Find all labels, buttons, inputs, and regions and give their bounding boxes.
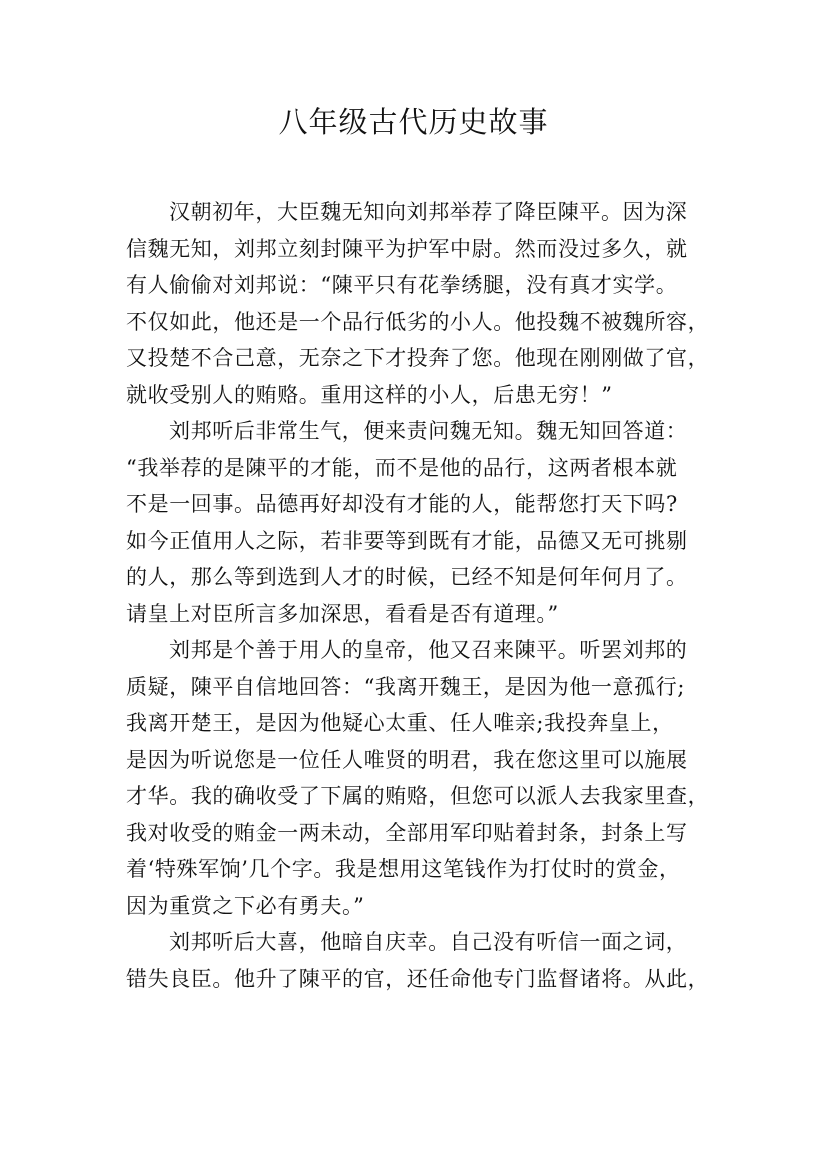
text-line: 的人，那么等到选到人才的时候，已经不知是何年何月了。 — [126, 565, 688, 589]
document-body — [126, 194, 716, 997]
text-line: 才华。我的确收受了下属的贿赂，但您可以派人去我家里查， — [126, 784, 710, 808]
text-line: 又投楚不合己意，无奈之下才投奔了您。他现在刚刚做了官， — [126, 346, 710, 370]
paragraph-first-line: 汉朝初年，大臣魏无知向刘邦举荐了降臣陳平。因为深 — [169, 200, 688, 224]
document-title: 八年级古代历史故事 — [278, 105, 549, 139]
text-line: 不仅如此，他还是一个品行低劣的小人。他投魏不被魏所容， — [126, 309, 710, 334]
text-line: 不是一回事。品德再好却没有才能的人，能帮您打天下吗? — [126, 492, 678, 516]
paragraph-first-line: 刘邦听后大喜，他暗自庆幸。自己没有听信一面之词， — [169, 930, 688, 954]
text-line: 有人偷偷对刘邦说：“陳平只有花拳绣腿，没有真才实学。 — [126, 273, 678, 297]
text-line: 我离开楚王，是因为他疑心太重、任人唯亲;我投奔皇上， — [126, 711, 674, 735]
text-line: 质疑，陳平自信地回答：“我离开魏王，是因为他一意孤行; — [126, 674, 686, 699]
text-line: 我对收受的贿金一两未动，全部用军印贴着封条，封条上写 — [126, 820, 688, 845]
text-line: 信魏无知，刘邦立刻封陳平为护军中尉。然而没过多久，就 — [126, 236, 688, 261]
text-line: 是因为听说您是一位任人唯贤的明君，我在您这里可以施展 — [126, 747, 688, 772]
text-line: 请皇上对臣所言多加深思，看看是否有道理。” — [126, 601, 559, 626]
text-line: 就收受别人的贿赂。重用这样的小人，后患无穷！” — [126, 382, 613, 407]
text-line: 着‘特殊军饷’几个字。我是想用这笔钱作为打仗时的赏金， — [126, 857, 681, 881]
paragraph-first-line: 刘邦是个善于用人的皇帝，他又召来陳平。听罢刘邦的 — [169, 638, 688, 662]
text-line: “我举荐的是陳平的才能，而不是他的品行，这两者根本就 — [126, 455, 678, 480]
text-line: 如今正值用人之际，若非要等到既有才能，品德又无可挑剔 — [126, 528, 688, 553]
text-line: 因为重赏之下必有勇夫。” — [126, 893, 365, 918]
paragraph-first-line: 刘邦听后非常生气，便来责问魏无知。魏无知回答道： — [169, 419, 688, 443]
text-line: 错失良臣。他升了陳平的官，还任命他专门监督诸将。从此， — [126, 966, 710, 991]
